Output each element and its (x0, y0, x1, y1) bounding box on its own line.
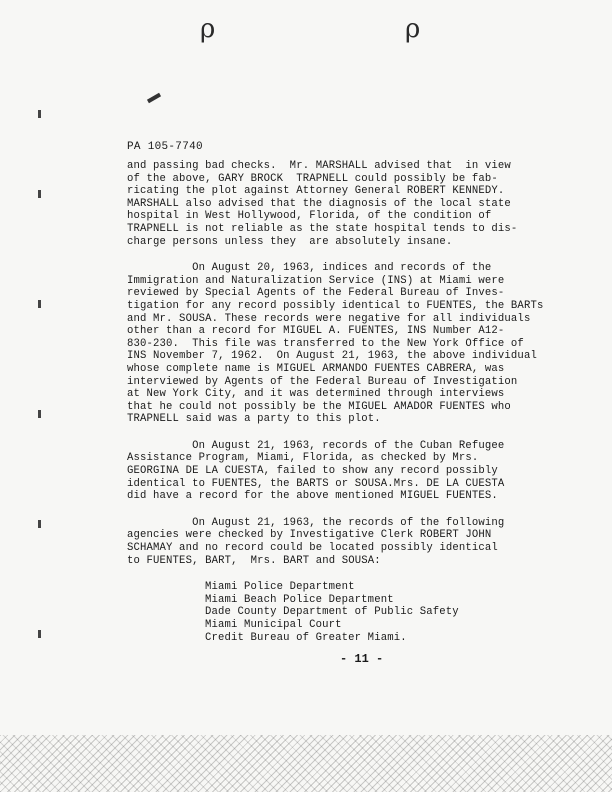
margin-mark (38, 300, 41, 308)
text-line: that he could not possibly be the MIGUEL AMADOR FUENTES who (127, 400, 511, 413)
text-line: hospital in West Hollywood, Florida, of the condition of (127, 210, 492, 223)
paragraph-2 (127, 262, 605, 426)
text-line: GEORGINA DE LA CUESTA, failed to show any record possibly (127, 465, 498, 478)
text-line: MARSHALL also advised that the diagnosis of the local state (127, 197, 511, 210)
text-line: to FUENTES, BART, Mrs. BART and SOUSA: (127, 554, 381, 567)
margin-mark (38, 630, 41, 638)
margin-mark (38, 190, 41, 198)
list-item: Miami Police Department (205, 581, 355, 594)
text-line: interviewed by Agents of the Federal Bureau of Investigation (127, 375, 518, 388)
list-item: Credit Bureau of Greater Miami. (205, 631, 407, 644)
text-line: agencies were checked by Investigative Clerk ROBERT JOHN (127, 529, 492, 542)
margin-mark (38, 110, 41, 118)
punch-hole-right: ρ (405, 14, 421, 44)
body-text (127, 160, 605, 644)
paragraph-1 (127, 160, 605, 248)
text-line: of the above, GARY BROCK TRAPNELL could possibly be fab- (127, 172, 498, 185)
text-line: On August 21, 1963, records of the Cuban Refugee (127, 439, 505, 452)
text-line: identical to FUENTES, the BARTS or SOUSA.Mrs. DE LA CUESTA (127, 477, 505, 490)
text-line: ricating the plot against Attorney General ROBERT KENNEDY. (127, 185, 505, 198)
punch-hole-left: ρ (200, 14, 216, 44)
text-line: Immigration and Naturalization Service (INS) at Miami were (127, 274, 505, 287)
text-line: other than a record for MIGUEL A. FUENTES, INS Number A12- (127, 325, 505, 338)
text-line: On August 21, 1963, the records of the following (127, 516, 505, 529)
list-item: Dade County Department of Public Safety (205, 606, 459, 619)
text-line: and Mr. SOUSA. These records were negative for all individuals (127, 312, 531, 325)
text-line: and passing bad checks. Mr. MARSHALL advised that in view (127, 160, 511, 172)
text-line: charge persons unless they are absolutely insane. (127, 235, 453, 248)
text-line: 830-230. This file was transferred to the New York Office of (127, 337, 524, 350)
agency-list (205, 581, 605, 644)
margin-mark (38, 520, 41, 528)
list-item: Miami Beach Police Department (205, 593, 394, 606)
text-line: INS November 7, 1962. On August 21, 1963, the above individual (127, 350, 537, 363)
text-line: Assistance Program, Miami, Florida, as checked by Mrs. (127, 452, 479, 465)
text-line: TRAPNELL is not reliable as the state hospital tends to dis- (127, 222, 518, 235)
scan-noise (0, 735, 612, 792)
file-number: PA 105-7740 (127, 141, 203, 153)
text-line: did have a record for the above mentioned MIGUEL FUENTES. (127, 490, 498, 503)
paragraph-3 (127, 440, 605, 503)
text-line: reviewed by Special Agents of the Federal Bureau of Inves- (127, 287, 505, 300)
margin-mark (38, 410, 41, 418)
text-line: at New York City, and it was determined through interviews (127, 388, 505, 401)
text-line: TRAPNELL said was a party to this plot. (127, 413, 381, 426)
text-line: On August 20, 1963, indices and records of the (127, 262, 492, 275)
list-item: Miami Municipal Court (205, 619, 342, 631)
pen-mark (147, 93, 161, 103)
paragraph-4 (127, 517, 605, 567)
text-line: SCHAMAY and no record could be located possibly identical (127, 542, 498, 555)
text-line: whose complete name is MIGUEL ARMANDO FUENTES CABRERA, was (127, 362, 505, 375)
page-number: - 11 - (340, 652, 384, 666)
text-line: tigation for any record possibly identical to FUENTES, the BARTs (127, 299, 544, 312)
